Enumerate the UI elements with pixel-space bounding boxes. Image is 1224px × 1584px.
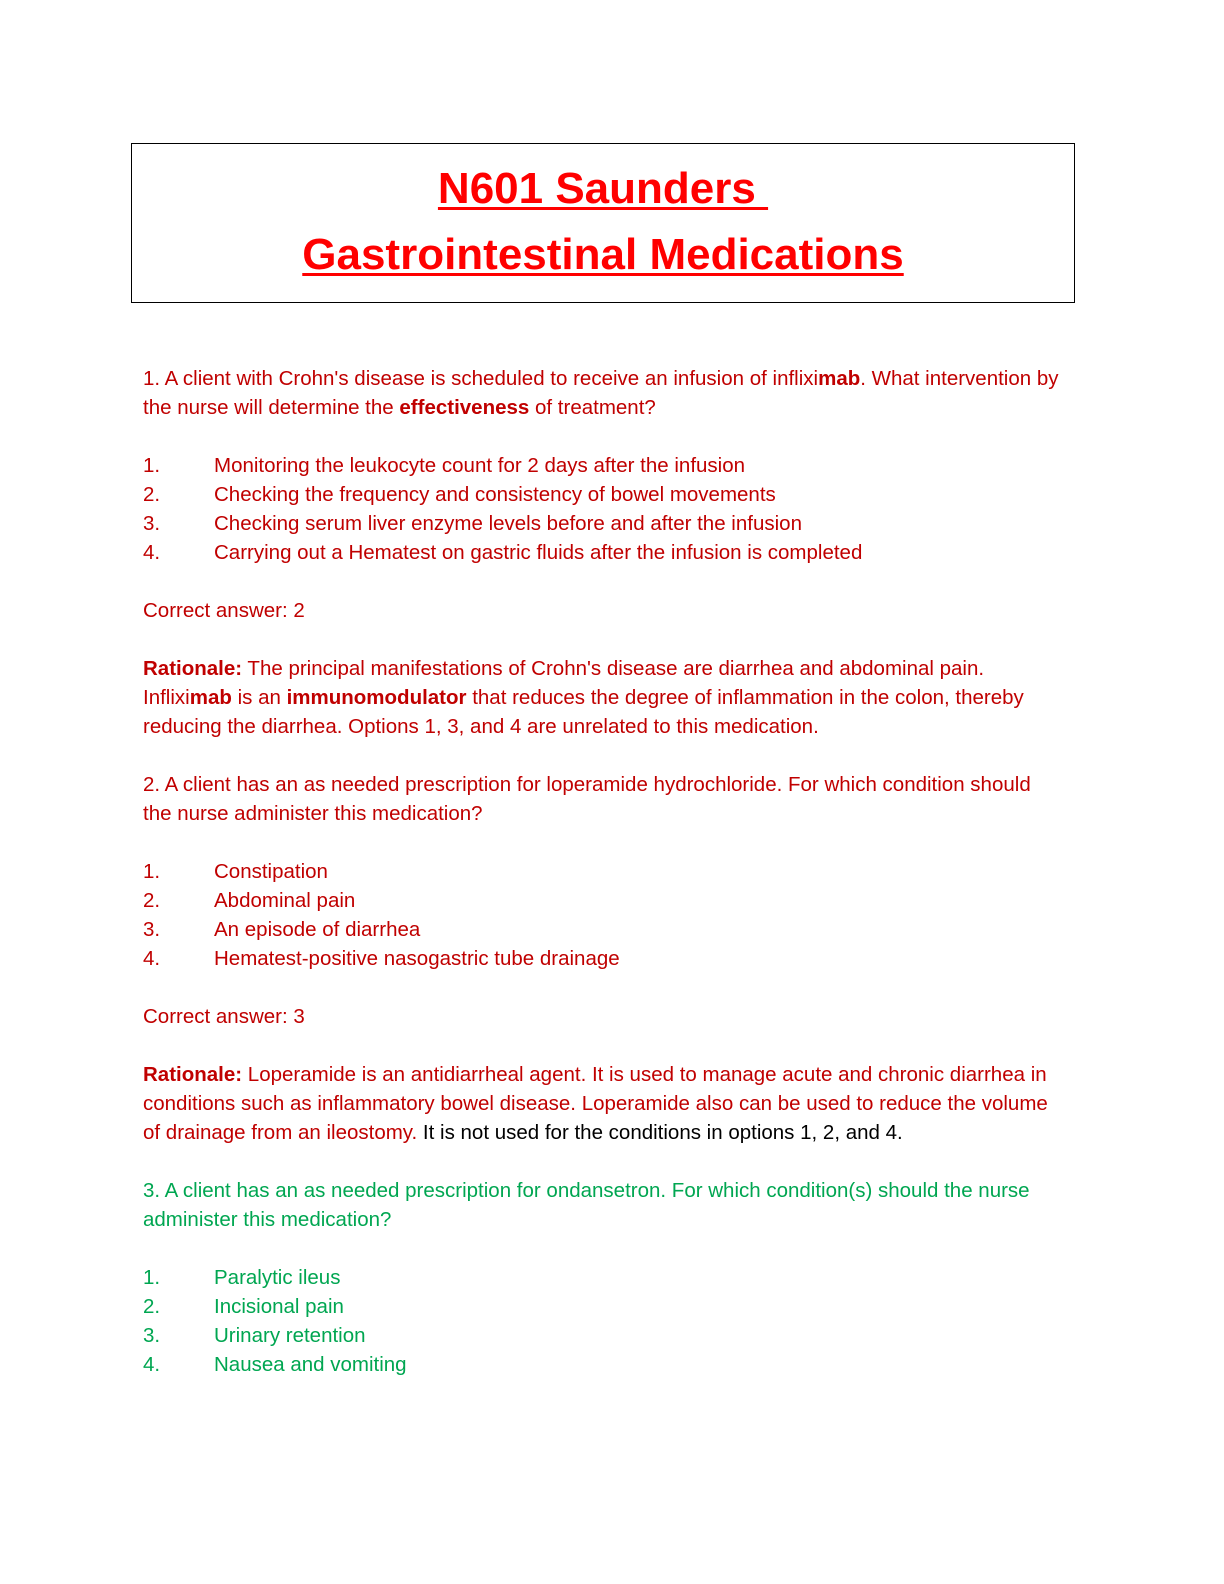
list-item (143, 857, 1063, 886)
question-1-stem (143, 364, 1063, 422)
document-title-line-2: Gastrointestinal Medications (302, 230, 904, 279)
list-item (143, 1350, 1063, 1379)
question-1-answer: Correct answer: 2 (143, 599, 305, 622)
list-item (143, 480, 1063, 509)
option-text: Checking the frequency and consistency of bowel movements (214, 483, 776, 506)
list-item (143, 915, 1063, 944)
document-title-line-1: N601 Saunders (437, 164, 769, 213)
question-2-answer: Correct answer: 3 (143, 1005, 305, 1028)
question-2-rationale (143, 1060, 1063, 1147)
option-text: Checking serum liver enzyme levels before and after the infusion (214, 512, 802, 535)
document-body (143, 364, 1063, 1408)
question-1-stem-text-3: of treatment? (529, 396, 656, 419)
question-2-options (143, 857, 1063, 973)
option-text: Nausea and vomiting (214, 1353, 407, 1376)
rationale-text-3: that reduces the degree of inflammation in the colon, thereby reducing the diarrhea. Options 1, 3, and 4 are unrelated to this medication. (143, 686, 1024, 738)
question-1-stem-bold-1: mab (818, 367, 861, 390)
question-1-stem-text-1: 1. A client with Crohn's disease is scheduled to receive an infusion of inflixi (143, 367, 819, 390)
rationale-label: Rationale: (143, 1063, 243, 1086)
option-number: 1. (143, 454, 161, 477)
option-text: Monitoring the leukocyte count for 2 days after the infusion (214, 454, 746, 477)
rationale-text-1: The principal manifestations of Crohn's disease are diarrhea and abdominal pain. Inflixi (143, 657, 985, 709)
question-3-stem: 3. A client has an as needed prescription for ondansetron. For which condition(s) should the nurse administer this medication? (143, 1179, 1030, 1231)
option-number: 2. (143, 889, 161, 912)
option-number: 1. (143, 1266, 161, 1289)
rationale-text-2: is an (231, 686, 287, 709)
option-number: 2. (143, 1295, 161, 1318)
option-number: 4. (143, 1353, 161, 1376)
title-box (131, 143, 1075, 303)
option-number: 3. (143, 1324, 161, 1347)
option-number: 4. (143, 541, 161, 564)
option-text: Carrying out a Hematest on gastric fluids after the infusion is completed (214, 541, 863, 564)
rationale-text-2: It is not used for the conditions in options 1, 2, and 4. (417, 1121, 903, 1144)
option-number: 3. (143, 918, 161, 941)
option-text: Paralytic ileus (214, 1266, 341, 1289)
rationale-label: Rationale: (143, 657, 243, 680)
list-item (143, 1263, 1063, 1292)
rationale-bold-1: mab (189, 686, 232, 709)
list-item (143, 1321, 1063, 1350)
question-1-stem-text-2: . What intervention by the nurse will determine the (143, 367, 1059, 419)
option-number: 2. (143, 483, 161, 506)
option-text: Abdominal pain (214, 889, 356, 912)
option-text: Urinary retention (214, 1324, 366, 1347)
question-1-rationale (143, 654, 1063, 741)
option-number: 1. (143, 860, 161, 883)
option-text: Incisional pain (214, 1295, 344, 1318)
option-text: Hematest-positive nasogastric tube drainage (214, 947, 620, 970)
list-item (143, 509, 1063, 538)
question-3-options (143, 1263, 1063, 1379)
list-item (143, 451, 1063, 480)
rationale-text-1: Loperamide is an antidiarrheal agent. It is used to manage acute and chronic diarrhea in conditions such as inflammatory bowel disease. Loperamide also can be used to reduce the volume of drainage from an ileostomy. (143, 1063, 1048, 1144)
list-item (143, 886, 1063, 915)
option-number: 3. (143, 512, 161, 535)
list-item (143, 1292, 1063, 1321)
list-item (143, 944, 1063, 973)
list-item (143, 538, 1063, 567)
question-1-options (143, 451, 1063, 567)
option-text: An episode of diarrhea (214, 918, 421, 941)
option-number: 4. (143, 947, 161, 970)
option-text: Constipation (214, 860, 328, 883)
question-2-stem: 2. A client has an as needed prescription for loperamide hydrochloride. For which condition should the nurse administer this medication? (143, 773, 1031, 825)
question-1-stem-bold-2: effectiveness (399, 396, 530, 419)
rationale-bold-2: immunomodulator (286, 686, 467, 709)
